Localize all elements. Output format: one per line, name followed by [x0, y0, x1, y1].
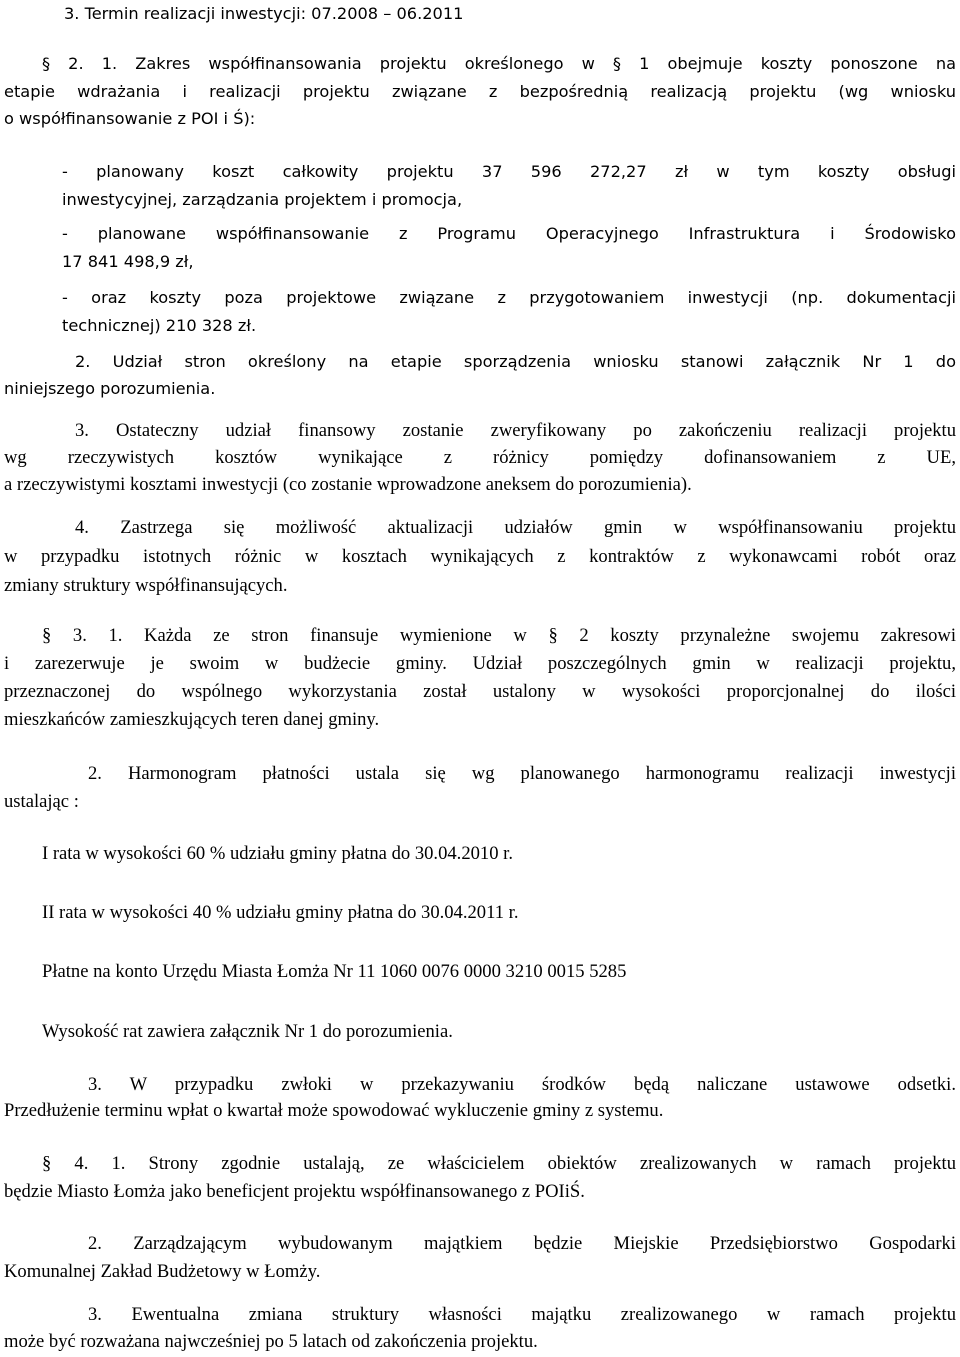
line-para4-2-2: Komunalnej Zakład Budżetowy w Łomży.	[4, 1261, 321, 1282]
line-para2-3-2: wg rzeczywistych kosztów wynikające z różnicy pomiędzy dofinansowaniem z UE,	[4, 447, 956, 468]
line-para4-1-1: § 4. 1. Strony zgodnie ustalają, ze właścicielem obiektów zrealizowanych w ramach projektu	[42, 1153, 956, 1174]
line-para2-2-2: niniejszego porozumienia.	[4, 379, 216, 398]
line-para3-1-2: i zarezerwuje je swoim w budżecie gminy. Udział poszczególnych gmin w realizacji projektu,	[4, 653, 956, 674]
installment-first: I rata w wysokości 60 % udziału gminy płatna do 30.04.2010 r.	[42, 843, 513, 864]
bullet-cofinancing: - planowane współfinansowanie z Programu Operacyjnego Infrastruktura i Środowisko	[62, 224, 956, 243]
line-para4-3-1: 3. Ewentualna zmiana struktury własności majątku zrealizowanego w ramach projektu	[88, 1304, 956, 1325]
line-para4-1-2: będzie Miasto Łomża jako beneficjent projektu współfinansowanego z POIiŚ.	[4, 1181, 585, 1202]
line-para3-3-2: Przedłużenie terminu wpłat o kwartał może spowodować wykluczenie gminy z systemu.	[4, 1100, 664, 1121]
installment-second: II rata w wysokości 40 % udziału gminy płatna do 30.04.2011 r.	[42, 902, 519, 923]
line-para3-3-1: 3. W przypadku zwłoki w przekazywaniu środków będą naliczane ustawowe odsetki.	[88, 1074, 956, 1095]
line-term: 3. Termin realizacji inwestycji: 07.2008 – 06.2011	[64, 4, 464, 23]
line-para2-3: o współfinansowanie z POI i Ś):	[4, 109, 256, 128]
line-para2-1: § 2. 1. Zakres współfinansowania projektu określonego w § 1 obejmuje koszty ponoszone na	[42, 54, 956, 73]
bullet-total-cost: - planowany koszt całkowity projektu 37 596 272,27 zł w tym koszty obsługi	[62, 162, 956, 181]
installment-annex-note: Wysokość rat zawiera załącznik Nr 1 do porozumienia.	[42, 1021, 453, 1042]
line-para2-4-2: w przypadku istotnych różnic w kosztach wynikających z kontraktów z wykonawcami robót oraz	[4, 546, 956, 567]
line-para2-4-1: 4. Zastrzega się możliwość aktualizacji udziałów gmin w współfinansowaniu projektu	[75, 517, 956, 538]
line-para3-2-1: 2. Harmonogram płatności ustala się wg planowanego harmonogramu realizacji inwestycji	[88, 763, 956, 784]
line-para2-2: etapie wdrażania i realizacji projektu związane z bezpośrednią realizacją projektu (wg wniosku	[4, 82, 956, 101]
line-para2-4-3: zmiany struktury współfinansujących.	[4, 575, 288, 596]
line-para4-2-1: 2. Zarządzającym wybudowanym majątkiem będzie Miejskie Przedsiębiorstwo Gospodarki	[88, 1233, 956, 1254]
bullet-other-costs: - oraz koszty poza projektowe związane z przygotowaniem inwestycji (np. dokumentacji	[62, 288, 956, 307]
line-para3-2-2: ustalając :	[4, 791, 79, 812]
line-para2-3-3: a rzeczywistymi kosztami inwestycji (co zostanie wprowadzone aneksem do porozumienia).	[4, 474, 692, 495]
bank-account-line: Płatne na konto Urzędu Miasta Łomża Nr 11 1060 0076 0000 3210 0015 5285	[42, 961, 627, 982]
line-para3-1-1: § 3. 1. Każda ze stron finansuje wymienione w § 2 koszty przynależne swojemu zakresowi	[42, 625, 956, 646]
bullet-total-cost-cont: inwestycyjnej, zarządzania projektem i promocja,	[62, 190, 463, 209]
line-para3-1-4: mieszkańców zamieszkujących teren danej gminy.	[4, 709, 380, 730]
bullet-cofinancing-cont: 17 841 498,9 zł,	[62, 252, 194, 271]
line-para2-2-1: 2. Udział stron określony na etapie sporządzenia wniosku stanowi załącznik Nr 1 do	[75, 352, 956, 371]
line-para3-1-3: przeznaczonej do wspólnego wykorzystania został ustalony w wysokości proporcjonalnej do ilości	[4, 681, 956, 702]
line-para2-3-1: 3. Ostateczny udział finansowy zostanie zweryfikowany po zakończeniu realizacji projektu	[75, 420, 956, 441]
line-para4-3-2: może być rozważana najwcześniej po 5 latach od zakończenia projektu.	[4, 1331, 538, 1352]
bullet-other-costs-cont: technicznej) 210 328 zł.	[62, 316, 257, 335]
